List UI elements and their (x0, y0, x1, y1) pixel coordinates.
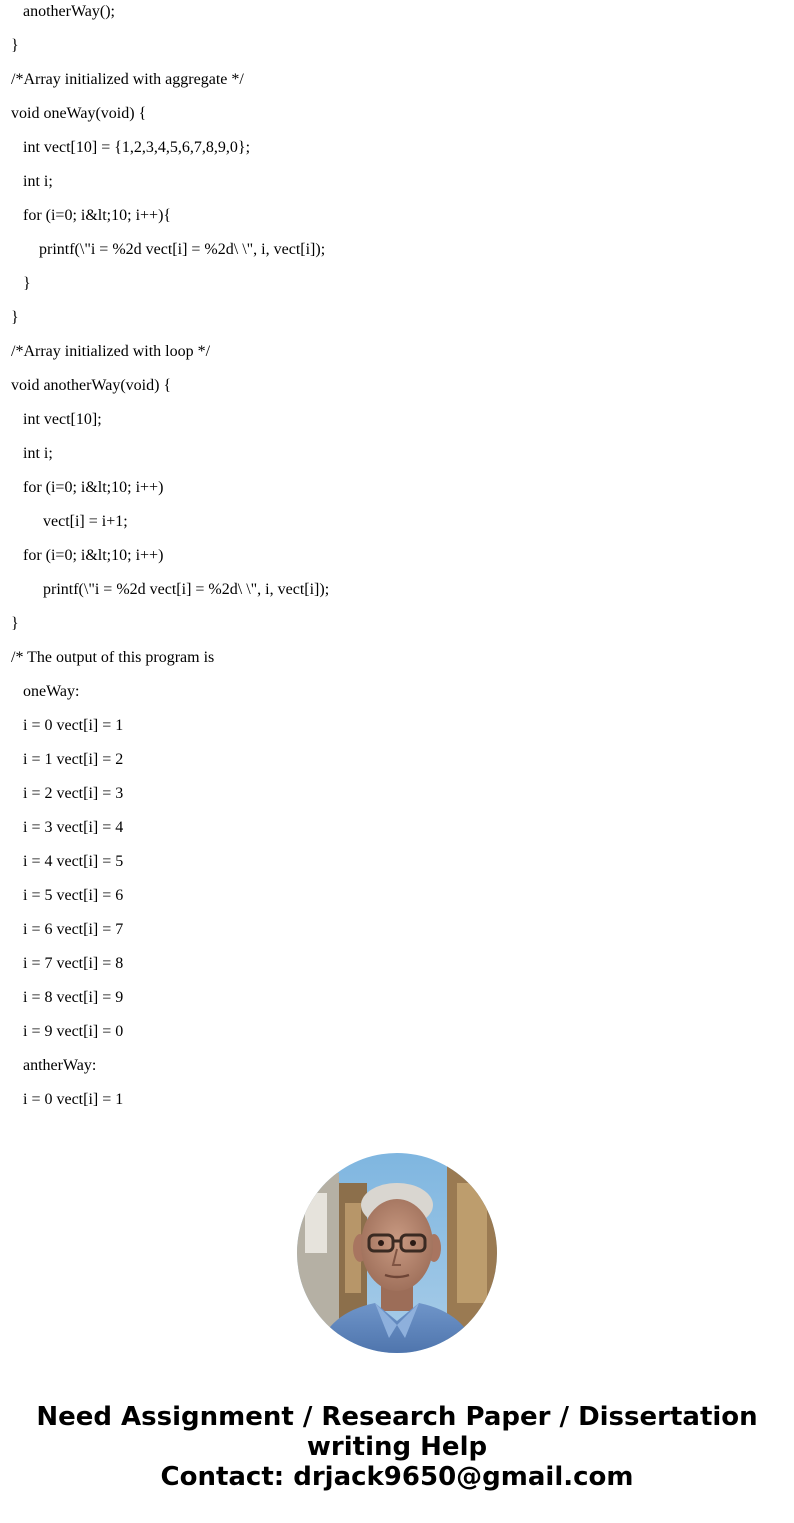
code-line: for (i=0; i&lt;10; i++) (11, 479, 164, 496)
code-line: antherWay: (11, 1057, 97, 1074)
footer-line-1: Need Assignment / Research Paper / Dissertation (36, 1402, 758, 1432)
code-line: void anotherWay(void) { (11, 377, 172, 394)
code-line: for (i=0; i&lt;10; i++){ (11, 207, 172, 224)
code-line: i = 7 vect[i] = 8 (11, 955, 124, 972)
code-listing (11, 0, 781, 1122)
code-line: printf(\"i = %2d vect[i] = %2d\ \", i, vect[i]); (11, 241, 326, 258)
code-line: i = 1 vect[i] = 2 (11, 751, 124, 768)
code-line: /*Array initialized with aggregate */ (11, 71, 244, 88)
code-line: i = 0 vect[i] = 1 (11, 717, 124, 734)
code-line: i = 4 vect[i] = 5 (11, 853, 124, 870)
code-line: i = 2 vect[i] = 3 (11, 785, 124, 802)
code-line: i = 9 vect[i] = 0 (11, 1023, 124, 1040)
code-line: } (11, 37, 19, 54)
code-line: int i; (11, 173, 53, 190)
code-line: int vect[10]; (11, 411, 102, 428)
code-line: int i; (11, 445, 53, 462)
code-line: oneWay: (11, 683, 80, 700)
author-photo (297, 1153, 497, 1353)
code-line: printf(\"i = %2d vect[i] = %2d\ \", i, vect[i]); (11, 581, 330, 598)
code-line: for (i=0; i&lt;10; i++) (11, 547, 164, 564)
footer-line-3: Contact: drjack9650@gmail.com (160, 1462, 634, 1492)
code-line: } (11, 309, 19, 326)
code-line: /* The output of this program is (11, 649, 215, 666)
code-line: i = 5 vect[i] = 6 (11, 887, 124, 904)
code-line: i = 6 vect[i] = 7 (11, 921, 124, 938)
code-line: i = 3 vect[i] = 4 (11, 819, 124, 836)
code-line: /*Array initialized with loop */ (11, 343, 211, 360)
code-line: i = 0 vect[i] = 1 (11, 1091, 124, 1108)
code-line: i = 8 vect[i] = 9 (11, 989, 124, 1006)
code-line: } (11, 275, 31, 292)
code-line: anotherWay(); (11, 3, 115, 20)
footer-contact (0, 1402, 794, 1492)
code-line: } (11, 615, 19, 632)
code-line: void oneWay(void) { (11, 105, 147, 122)
code-line: int vect[10] = {1,2,3,4,5,6,7,8,9,0}; (11, 139, 251, 156)
code-line: vect[i] = i+1; (11, 513, 128, 530)
footer-line-2: writing Help (306, 1432, 488, 1462)
